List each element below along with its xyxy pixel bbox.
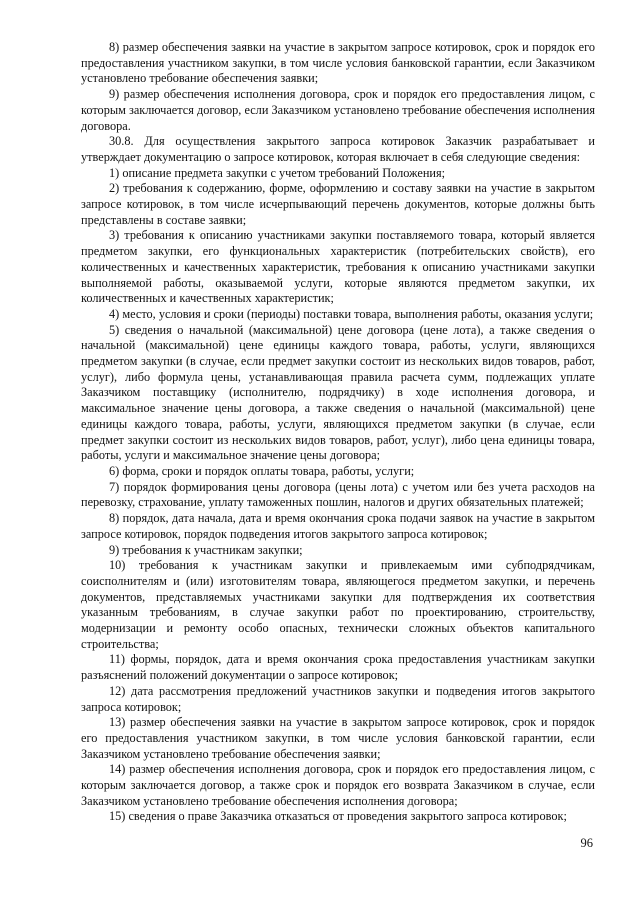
- page-number: 96: [580, 836, 593, 850]
- list-item-5: 5) сведения о начальной (максимальной) цене договора (цене лота), а также сведения о начальной (максимальной) цене единицы каждого товара, работы, услуги, являющихся предметом закупки (в случае, если предмет закупки состоит из нескольких видов товаров, работ, услуг), либо формула цены, устанавливающая правила расчета сумм, подлежащих уплате Заказчиком поставщику (исполнителю, подрядчику) в ходе исполнения договора, и максимальное значение цены договора, а также сведения о начальной (максимальной) цене единицы каждого товара, работы, услуги, являющихся предметом закупки (в случае, если предмет закупки состоит из нескольких видов товаров, работ, услуг), либо цена единицы товара, работы, услуги и максимальное значение цены договора;: [81, 322, 595, 463]
- list-item-12: 12) дата рассмотрения предложений участников закупки и подведения итогов закрытого запроса котировок;: [81, 683, 595, 714]
- document-body: [81, 40, 595, 825]
- list-item-15: 15) сведения о праве Заказчика отказаться от проведения закрытого запроса котировок;: [109, 809, 567, 824]
- list-item-10: 10) требования к участникам закупки и привлекаемым ими субподрядчикам, соисполнителям и (или) изготовителям товара, являющегося предметом закупки, и перечень документов, представляемых участниками закупки для подтверждения их соответствия указанным требованиям, в случае закупки работ по проектированию, строительству, модернизации и ремонту особо опасных, технически сложных объектов капитального строительства;: [81, 558, 595, 651]
- list-item-1: 1) описание предмета закупки с учетом требований Положения;: [109, 165, 446, 180]
- list-item-2: 2) требования к содержанию, форме, оформлению и составу заявки на участие в закрытом запросе котировок, в том числе исчерпывающий перечень документов, которые должны быть представлены в составе заявки;: [81, 181, 595, 227]
- list-item-4: 4) место, условия и сроки (периоды) поставки товара, выполнения работы, оказания услуги;: [109, 306, 594, 321]
- list-item-11: 11) формы, порядок, дата и время окончания срока предоставления участникам закупки разъяснений положений документации о запросе котировок;: [81, 652, 595, 683]
- list-item-8: 8) порядок, дата начала, дата и время окончания срока подачи заявок на участие в закрытом запросе котировок, порядок подведения итогов закрытого запроса котировок;: [81, 511, 595, 541]
- paragraph-8-bid-security: 8) размер обеспечения заявки на участие в закрытом запросе котировок, срок и порядок его предоставления участником закупки, в том числе условия банковской гарантии, если Заказчиком установлено требование обеспечения заявки;: [81, 40, 595, 86]
- paragraph-30-8-documentation: 30.8. Для осуществления закрытого запроса котировок Заказчик разрабатывает и утверждает документацию о запросе котировок, которая включает в себя следующие сведения:: [81, 134, 595, 164]
- list-item-7: 7) порядок формирования цены договора (цены лота) с учетом или без учета расходов на перевозку, страхование, уплату таможенных пошлин, налогов и других обязательных платежей;: [81, 479, 595, 510]
- list-item-6: 6) форма, сроки и порядок оплаты товара, работы, услуги;: [109, 463, 415, 478]
- list-item-9: 9) требования к участникам закупки;: [109, 542, 303, 557]
- list-item-14: 14) размер обеспечения исполнения договора, срок и порядок его предоставления лицом, с которым заключается договор, а также срок и порядок его возврата Заказчиком в случае, если Заказчиком установлено требование обеспечения исполнения договора;: [81, 762, 595, 808]
- paragraph-9-contract-security: 9) размер обеспечения исполнения договора, срок и порядок его предоставления лицом, с которым заключается договор, если Заказчиком установлено требование обеспечения исполнения договора.: [81, 87, 595, 133]
- list-item-13: 13) размер обеспечения заявки на участие в закрытом запросе котировок, срок и порядок его предоставления участником закупки, в том числе условия банковской гарантии, если Заказчиком установлено требование обеспечения заявки;: [81, 715, 595, 761]
- list-item-3: 3) требования к описанию участниками закупки поставляемого товара, который является предметом закупки, его функциональных характеристик (потребительских свойств), его количественных и качественных характеристик, требования к описанию участниками закупки выполняемой работы, оказываемой услуги, которые являются предметом закупки, их количественных и качественных характеристик;: [81, 228, 595, 306]
